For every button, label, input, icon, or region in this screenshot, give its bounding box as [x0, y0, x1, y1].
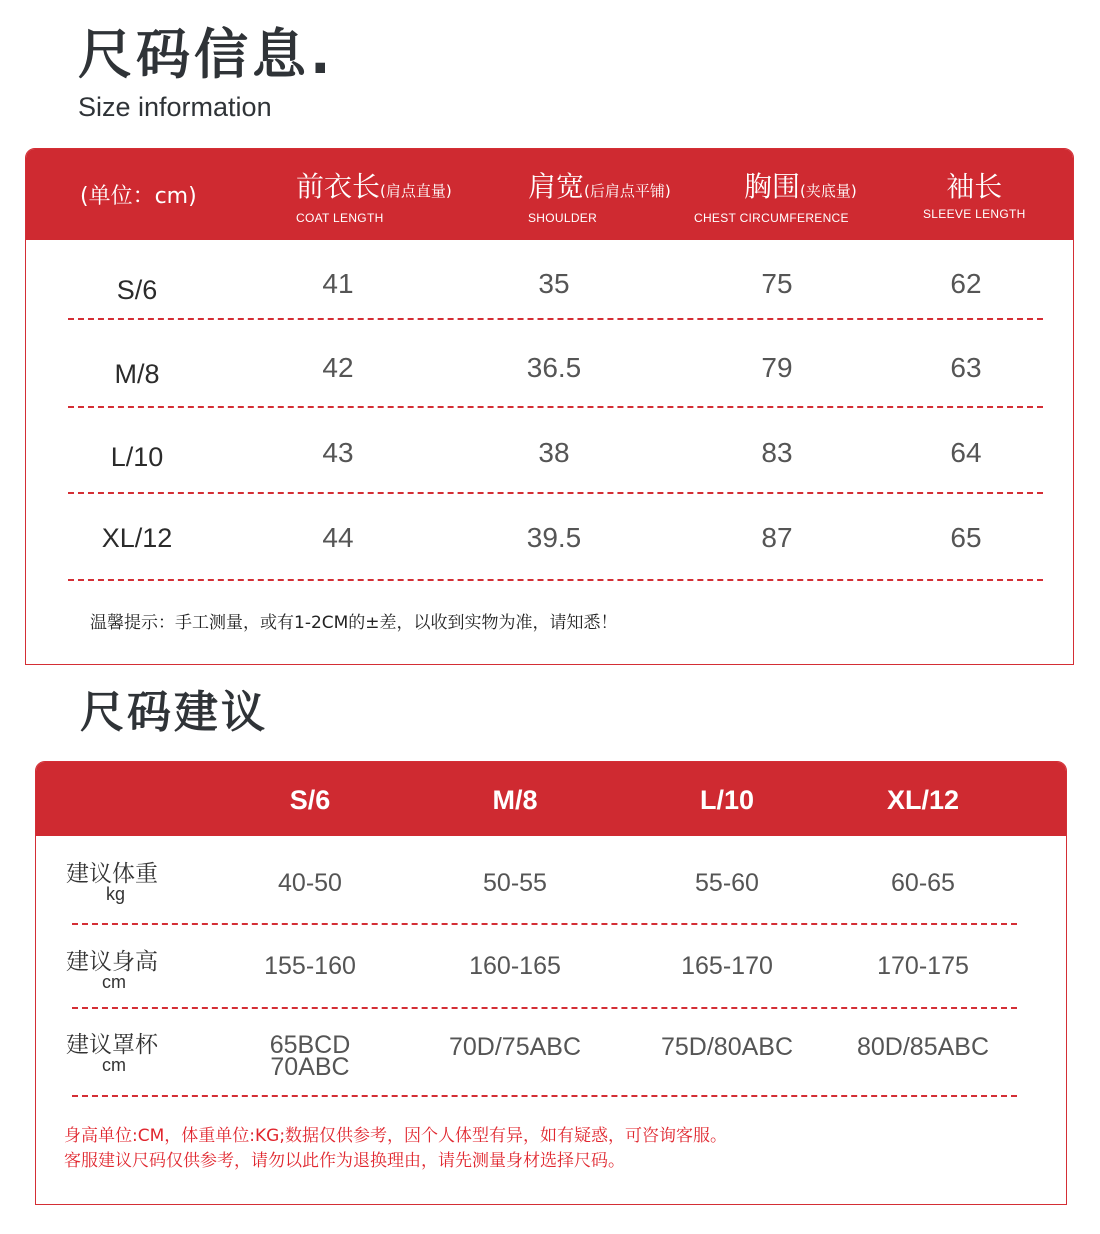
row-divider: [72, 923, 1017, 925]
header-cn: 袖长: [946, 170, 1003, 203]
suggest-line: 65BCD: [269, 1031, 351, 1059]
header-cn: 前衣长: [296, 170, 381, 203]
size-info-table: [25, 148, 1074, 665]
value-cell: 39.5: [526, 522, 582, 553]
size-cell: XL/12: [101, 523, 173, 553]
value-cell: 83: [761, 437, 793, 468]
value-cell: 64: [950, 437, 982, 468]
value-cell: 87: [761, 522, 793, 553]
row-unit: cm: [102, 972, 126, 992]
suggest-cell: 165-170: [681, 952, 773, 980]
table-row: [26, 267, 1073, 351]
suggest-cell: 70D/75ABC: [448, 1033, 582, 1061]
header-coat-length: [296, 169, 452, 225]
value-cell: 42: [322, 352, 354, 383]
header-cn: 肩宽: [528, 170, 585, 203]
unit-label: (单位：cm): [80, 184, 197, 209]
value-cell: 35: [538, 268, 570, 299]
suggest-cell: 160-165: [469, 952, 561, 980]
suggest-cell: 50-55: [483, 869, 547, 897]
suggest-cell: 40-50: [278, 869, 342, 897]
value-cell: 36.5: [526, 352, 582, 383]
row-label-weight: 建议体重: [66, 861, 158, 887]
value-cell: 63: [950, 352, 982, 383]
table-row: [26, 521, 1073, 605]
row-divider: [68, 318, 1043, 320]
row-divider: [72, 1095, 1017, 1097]
suggest-cell: 155-160: [264, 952, 356, 980]
header-en: COAT LENGTH: [296, 211, 384, 225]
header-size: L/10: [699, 785, 755, 815]
header-en: SHOULDER: [528, 211, 598, 225]
value-cell: 75: [761, 268, 793, 299]
disclaimer-line: 身高单位:CM，体重单位:KG;数据仅供参考，因个人体型有异，如有疑惑，可咨询客服。: [64, 1126, 728, 1146]
value-cell: 62: [950, 268, 982, 299]
value-cell: 65: [950, 522, 982, 553]
header-size: XL/12: [886, 785, 960, 815]
header-shoulder: [528, 169, 671, 225]
value-cell: 79: [761, 352, 793, 383]
value-cell: 44: [322, 522, 354, 553]
header-chest: [694, 169, 857, 225]
row-divider: [68, 492, 1043, 494]
size-info-header: [26, 149, 1073, 240]
row-label-cup: 建议罩杯: [66, 1032, 158, 1058]
suggest-cell: [269, 1031, 351, 1081]
table-row: [26, 351, 1073, 435]
row-unit: kg: [106, 884, 126, 904]
row-label-height: 建议身高: [66, 949, 158, 975]
suggest-cell: 80D/85ABC: [856, 1033, 990, 1061]
header-size: M/8: [492, 785, 538, 815]
suggest-cell: 170-175: [877, 952, 969, 980]
header-en: SLEEVE LENGTH: [923, 207, 1026, 221]
value-cell: 41: [322, 268, 354, 299]
size-info-title: 尺码信息.: [78, 23, 335, 86]
header-note: (后肩点平铺): [584, 182, 671, 200]
header-en: CHEST CIRCUMFERENCE: [694, 211, 849, 225]
size-cell: S/6: [116, 275, 158, 305]
disclaimer-line: 客服建议尺码仅供参考，请勿以此作为退换理由，请先测量身材选择尺码。: [64, 1151, 625, 1171]
value-cell: 38: [538, 437, 570, 468]
size-suggestion-table: [35, 761, 1067, 1205]
row-unit: cm: [102, 1055, 126, 1075]
size-cell: M/8: [114, 359, 160, 389]
suggest-cell: 60-65: [891, 869, 955, 897]
header-note: (夹底量): [800, 182, 857, 200]
row-divider: [68, 579, 1043, 581]
table-row: [26, 436, 1073, 520]
size-suggestion-header: [36, 762, 1066, 836]
header-size: S/6: [289, 785, 331, 815]
header-note: (肩点直量): [380, 182, 452, 200]
header-sleeve: [923, 169, 1026, 221]
size-info-subtitle: Size information: [78, 92, 272, 122]
row-divider: [72, 1007, 1017, 1009]
suggest-cell: 75D/80ABC: [660, 1033, 794, 1061]
row-divider: [68, 406, 1043, 408]
suggest-line: 70ABC: [270, 1053, 350, 1081]
size-cell: L/10: [110, 442, 164, 472]
suggest-cell: 55-60: [695, 869, 759, 897]
header-cn: 胸围: [744, 170, 801, 203]
size-suggestion-title: 尺码建议: [80, 687, 268, 738]
measurement-note: 温馨提示：手工测量，或有1-2CM的±差，以收到实物为准，请知悉！: [90, 613, 618, 633]
value-cell: 43: [322, 437, 354, 468]
